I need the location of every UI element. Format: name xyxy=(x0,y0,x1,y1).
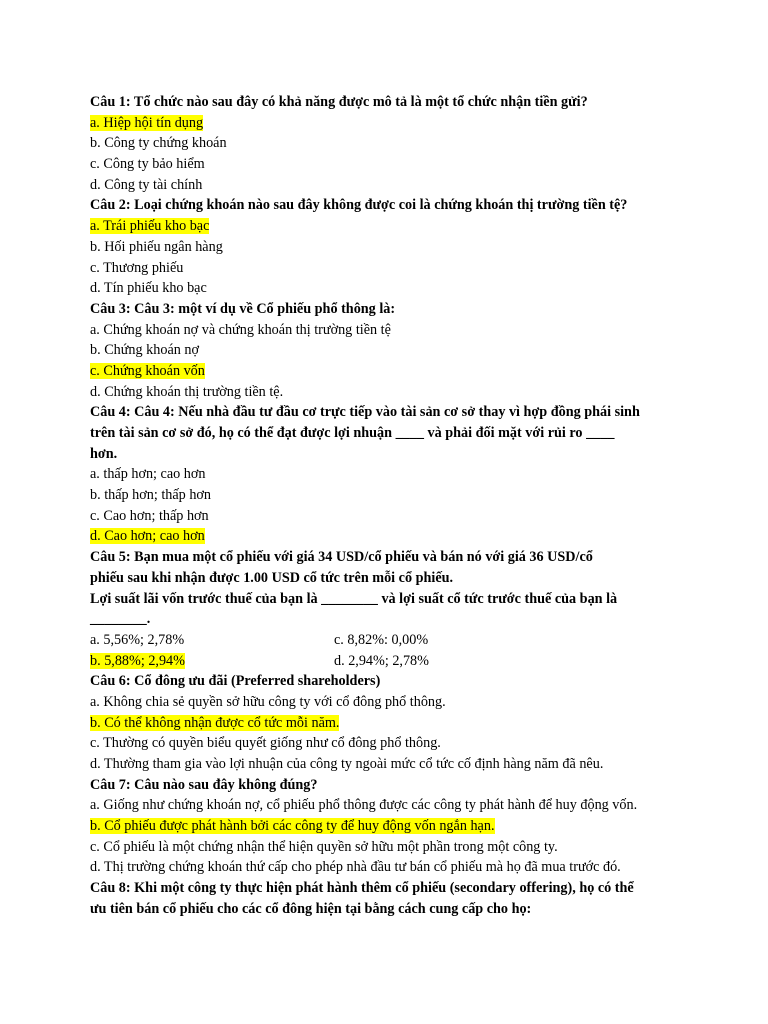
question-8-line-2: ưu tiên bán cổ phiếu cho các cổ đông hiện tại bằng cách cung cấp cho họ: xyxy=(90,900,532,917)
answer-7d: d. Thị trường chứng khoán thứ cấp cho phép nhà đầu tư bán cổ phiếu mà họ đã mua trước đó. xyxy=(90,859,621,876)
answer-5-row-2 xyxy=(90,651,690,672)
answer-5d: d. 2,94%; 2,78% xyxy=(334,652,429,669)
question-1: Câu 1: Tổ chức nào sau đây có khả năng được mô tả là một tổ chức nhận tiền gửi? xyxy=(90,94,588,110)
answer-6d: d. Thường tham gia vào lợi nhuận của công ty ngoài mức cổ tức cố định hàng năm đã nêu. xyxy=(90,756,604,772)
answer-5b-highlighted: b. 5,88%; 2,94% xyxy=(90,652,185,669)
question-2: Câu 2: Loại chứng khoán nào sau đây không được coi là chứng khoán thị trường tiền tệ? xyxy=(90,197,628,214)
question-5-line-3: Lợi suất lãi vốn trước thuế của bạn là ________ và lợi suất cổ tức trước thuế của bạn là xyxy=(90,590,618,607)
answer-6c: c. Thường có quyền biểu quyết giống như cổ đông phổ thông. xyxy=(90,735,441,752)
answer-2a-highlighted: a. Trái phiếu kho bạc xyxy=(90,218,210,235)
question-4-line-1: Câu 4: Câu 4: Nếu nhà đầu tư đầu cơ trực tiếp vào tài sản cơ sở thay vì hợp đồng phái sinh xyxy=(90,404,640,421)
question-5-line-2: phiếu sau khi nhận được 1.00 USD cổ tức trên mỗi cổ phiếu. xyxy=(90,569,454,586)
answer-1c: c. Công ty bảo hiểm xyxy=(90,156,205,173)
question-8-line-1: Câu 8: Khi một công ty thực hiện phát hành thêm cổ phiếu (secondary offering), họ có thể xyxy=(90,880,634,897)
question-4-line-2: trên tài sản cơ sở đó, họ có thể đạt được lợi nhuận ____ và phải đối mặt với rủi ro ____ xyxy=(90,425,615,441)
answer-4c: c. Cao hơn; thấp hơn xyxy=(90,507,209,524)
answer-7a: a. Giống như chứng khoán nợ, cổ phiếu phổ thông được các công ty phát hành để huy động vốn. xyxy=(90,797,638,814)
answer-1d: d. Công ty tài chính xyxy=(90,176,203,193)
answer-6b-highlighted: b. Có thể không nhận được cổ tức mỗi năm. xyxy=(90,714,340,731)
question-5-line-1: Câu 5: Bạn mua một cổ phiếu với giá 34 USD/cổ phiếu và bán nó với giá 36 USD/cổ xyxy=(90,549,593,566)
answer-4b: b. thấp hơn; thấp hơn xyxy=(90,487,212,504)
answer-7b-highlighted: b. Cổ phiếu được phát hành bởi các công ty để huy động vốn ngắn hạn. xyxy=(90,818,495,835)
question-5-line-4: ________. xyxy=(90,611,151,628)
question-3: Câu 3: Câu 3: một ví dụ về Cổ phiếu phổ thông là: xyxy=(90,300,396,317)
answer-3a: a. Chứng khoán nợ và chứng khoán thị trường tiền tệ xyxy=(90,321,391,338)
answer-2d: d. Tín phiếu kho bạc xyxy=(90,280,207,297)
answer-2b: b. Hối phiếu ngân hàng xyxy=(90,238,223,255)
answer-5a: a. 5,56%; 2,78% xyxy=(90,631,185,648)
answer-3c-highlighted: c. Chứng khoán vốn xyxy=(90,362,205,379)
answer-3b: b. Chứng khoán nợ xyxy=(90,342,199,359)
answer-2c: c. Thương phiếu xyxy=(90,259,184,276)
answer-5c: c. 8,82%: 0,00% xyxy=(334,631,429,648)
question-7: Câu 7: Câu nào sau đây không đúng? xyxy=(90,776,318,793)
document-body xyxy=(90,92,690,920)
question-6: Câu 6: Cổ đông ưu đãi (Preferred shareholders) xyxy=(90,673,381,690)
answer-7c: c. Cổ phiếu là một chứng nhận thể hiện quyền sở hữu một phần trong một công ty. xyxy=(90,838,558,855)
answer-1a-highlighted: a. Hiệp hội tín dụng xyxy=(90,114,204,131)
answer-5-row-1 xyxy=(90,630,690,651)
question-4-line-3: hơn. xyxy=(90,445,118,462)
answer-1b: b. Công ty chứng khoán xyxy=(90,135,227,152)
answer-3d: d. Chứng khoán thị trường tiền tệ. xyxy=(90,383,284,400)
answer-4d-highlighted: d. Cao hơn; cao hơn xyxy=(90,528,205,545)
answer-6a: a. Không chia sẻ quyền sở hữu công ty với cổ đông phổ thông. xyxy=(90,693,446,710)
answer-4a: a. thấp hơn; cao hơn xyxy=(90,466,206,483)
